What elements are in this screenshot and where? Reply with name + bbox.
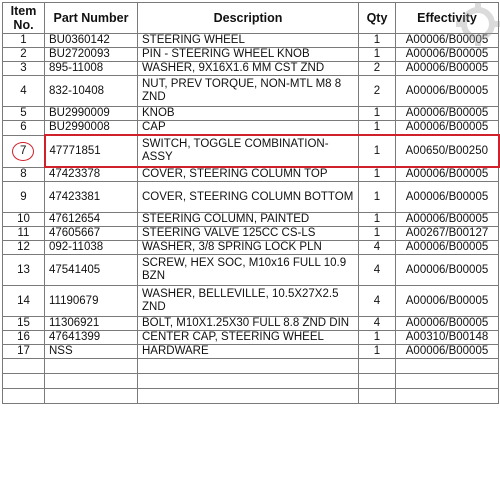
item-highlight-circle: 7 (12, 142, 34, 161)
empty-cell (3, 374, 45, 389)
part-number-cell: 11190679 (45, 286, 138, 317)
effectivity-cell: A00006/B00005 (396, 121, 499, 136)
header-description: Description (138, 3, 359, 34)
qty-cell: 4 (359, 241, 396, 255)
item-number-cell: 5 (3, 107, 45, 121)
effectivity-cell: A00006/B00005 (396, 241, 499, 255)
part-number-cell: 11306921 (45, 317, 138, 331)
description-cell: WASHER, 9X16X1.6 MM CST ZND (138, 62, 359, 76)
part-number-cell: 47641399 (45, 331, 138, 345)
table-row (3, 62, 499, 76)
effectivity-cell: A00006/B00005 (396, 62, 499, 76)
part-number-cell: BU0360142 (45, 34, 138, 48)
description-cell: HARDWARE (138, 345, 359, 359)
table-row (3, 213, 499, 227)
empty-cell (396, 374, 499, 389)
effectivity-cell: A00006/B00005 (396, 107, 499, 121)
part-number-cell: 47612654 (45, 213, 138, 227)
empty-cell (396, 359, 499, 374)
part-number-cell: NSS (45, 345, 138, 359)
empty-row (3, 359, 499, 374)
qty-cell: 1 (359, 107, 396, 121)
description-cell: PIN - STEERING WHEEL KNOB (138, 48, 359, 62)
parts-table (2, 2, 500, 404)
empty-cell (396, 389, 499, 404)
qty-cell: 4 (359, 255, 396, 286)
item-number-cell: 15 (3, 317, 45, 331)
empty-row (3, 389, 499, 404)
part-number-cell: 895-11008 (45, 62, 138, 76)
part-number-cell: BU2990008 (45, 121, 138, 136)
empty-cell (359, 359, 396, 374)
effectivity-cell: A00310/B00148 (396, 331, 499, 345)
effectivity-cell: A00006/B00005 (396, 167, 499, 182)
table-row (3, 241, 499, 255)
qty-cell: 1 (359, 48, 396, 62)
part-number-cell: 47771851 (45, 135, 138, 167)
table-row (3, 255, 499, 286)
effectivity-cell: A00267/B00127 (396, 227, 499, 241)
header-effectivity: Effectivity (396, 3, 499, 34)
empty-cell (359, 374, 396, 389)
description-cell: SWITCH, TOGGLE COMBINATION-ASSY (138, 135, 359, 167)
description-cell: NUT, PREV TORQUE, NON-MTL M8 8 ZND (138, 76, 359, 107)
empty-cell (3, 359, 45, 374)
part-number-cell: 092-11038 (45, 241, 138, 255)
part-number-cell: 47541405 (45, 255, 138, 286)
table-row (3, 317, 499, 331)
part-number-cell: 47423378 (45, 167, 138, 182)
table-row (3, 121, 499, 136)
table-row (3, 48, 499, 62)
effectivity-cell: A00006/B00005 (396, 213, 499, 227)
empty-cell (138, 374, 359, 389)
table-row (3, 331, 499, 345)
item-number-cell: 16 (3, 331, 45, 345)
part-number-cell: 47605667 (45, 227, 138, 241)
qty-cell: 1 (359, 121, 396, 136)
table-row (3, 76, 499, 107)
effectivity-cell: A00006/B00005 (396, 76, 499, 107)
qty-cell: 1 (359, 227, 396, 241)
item-number-cell: 9 (3, 182, 45, 213)
description-cell: CAP (138, 121, 359, 136)
empty-cell (45, 374, 138, 389)
effectivity-cell: A00006/B00005 (396, 48, 499, 62)
description-cell: SCREW, HEX SOC, M10x16 FULL 10.9 BZN (138, 255, 359, 286)
qty-cell: 4 (359, 317, 396, 331)
item-number-cell: 4 (3, 76, 45, 107)
table-row (3, 34, 499, 48)
description-cell: COVER, STEERING COLUMN TOP (138, 167, 359, 182)
table-row (3, 107, 499, 121)
effectivity-cell: A00006/B00005 (396, 34, 499, 48)
item-number-cell: 17 (3, 345, 45, 359)
qty-cell: 1 (359, 331, 396, 345)
item-number-cell: 12 (3, 241, 45, 255)
qty-cell: 4 (359, 286, 396, 317)
table-row (3, 135, 499, 167)
item-number-cell: 11 (3, 227, 45, 241)
part-number-cell: 832-10408 (45, 76, 138, 107)
item-number-cell: 6 (3, 121, 45, 136)
qty-cell: 1 (359, 167, 396, 182)
header-qty: Qty (359, 3, 396, 34)
gear-icon (448, 0, 500, 52)
table-row (3, 167, 499, 182)
qty-cell: 1 (359, 182, 396, 213)
effectivity-cell: A00650/B00250 (396, 135, 499, 167)
description-cell: WASHER, BELLEVILLE, 10.5X27X2.5 ZND (138, 286, 359, 317)
description-cell: CENTER CAP, STEERING WHEEL (138, 331, 359, 345)
description-cell: COVER, STEERING COLUMN BOTTOM (138, 182, 359, 213)
empty-cell (45, 389, 138, 404)
qty-cell: 1 (359, 34, 396, 48)
description-cell: KNOB (138, 107, 359, 121)
description-cell: WASHER, 3/8 SPRING LOCK PLN (138, 241, 359, 255)
qty-cell: 2 (359, 62, 396, 76)
effectivity-cell: A00006/B00005 (396, 317, 499, 331)
description-cell: STEERING VALVE 125CC CS-LS (138, 227, 359, 241)
header-part-number: Part Number (45, 3, 138, 34)
item-number-cell: 8 (3, 167, 45, 182)
parts-table-body (3, 34, 499, 404)
table-row (3, 345, 499, 359)
empty-cell (138, 389, 359, 404)
table-row (3, 227, 499, 241)
header-item-no: Item No. (3, 3, 45, 34)
part-number-cell: BU2720093 (45, 48, 138, 62)
empty-cell (3, 389, 45, 404)
item-number-cell: 13 (3, 255, 45, 286)
qty-cell: 1 (359, 135, 396, 167)
item-number-cell: 3 (3, 62, 45, 76)
item-number-cell: 14 (3, 286, 45, 317)
part-number-cell: BU2990009 (45, 107, 138, 121)
empty-cell (359, 389, 396, 404)
qty-cell: 1 (359, 345, 396, 359)
part-number-cell: 47423381 (45, 182, 138, 213)
empty-row (3, 374, 499, 389)
header-row (3, 3, 499, 34)
description-cell: STEERING COLUMN, PAINTED (138, 213, 359, 227)
empty-cell (138, 359, 359, 374)
effectivity-cell: A00006/B00005 (396, 345, 499, 359)
item-number-cell (3, 135, 45, 167)
item-number-cell: 2 (3, 48, 45, 62)
qty-cell: 2 (359, 76, 396, 107)
description-cell: STEERING WHEEL (138, 34, 359, 48)
empty-cell (45, 359, 138, 374)
effectivity-cell: A00006/B00005 (396, 182, 499, 213)
table-row (3, 286, 499, 317)
qty-cell: 1 (359, 213, 396, 227)
effectivity-cell: A00006/B00005 (396, 286, 499, 317)
effectivity-cell: A00006/B00005 (396, 255, 499, 286)
item-number-cell: 1 (3, 34, 45, 48)
item-number-cell: 10 (3, 213, 45, 227)
table-row (3, 182, 499, 213)
description-cell: BOLT, M10X1.25X30 FULL 8.8 ZND DIN (138, 317, 359, 331)
